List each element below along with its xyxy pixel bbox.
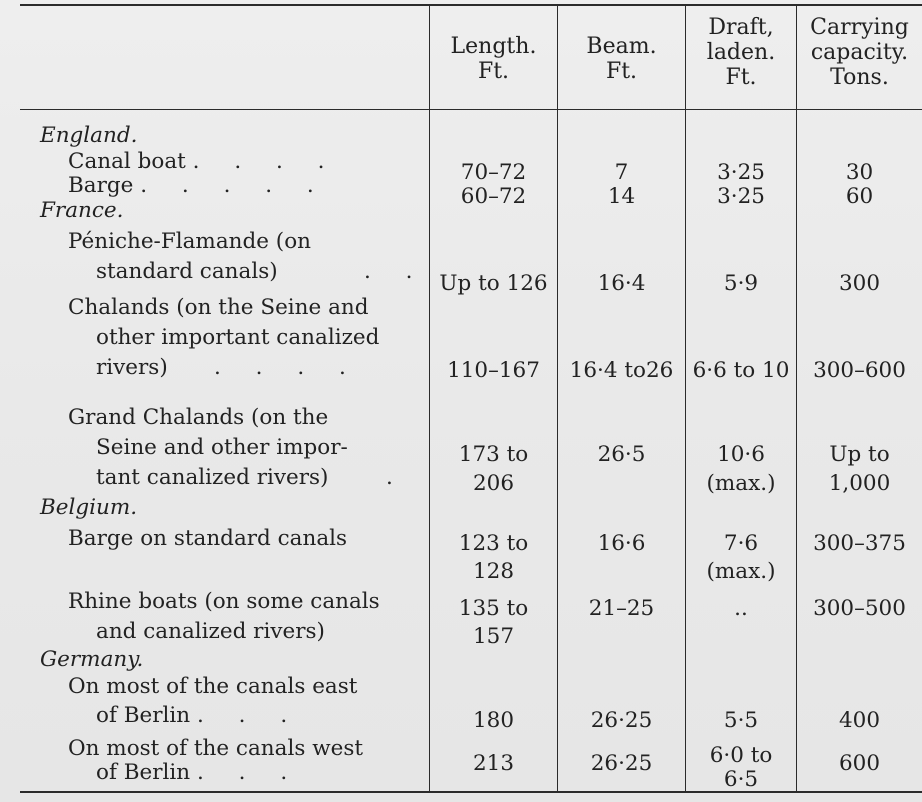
row-grand-chalands-label-2: Seine and other impor- [96, 435, 348, 460]
row-barge-label: Barge . . . . . [68, 173, 328, 198]
row-grand-chalands-label-1: Grand Chalands (on the [68, 405, 329, 430]
header-draft: Draft, laden. Ft. [706, 15, 776, 90]
row-west-berlin-label-1: On most of the canals west [68, 736, 363, 761]
row-barge-capacity: 60 [845, 184, 874, 209]
row-belgian-barge-length-1: 123 to [458, 531, 529, 556]
row-canal-boat-label: Canal boat . . . . [68, 149, 339, 174]
row-rhine-length-1: 135 to [458, 596, 529, 621]
row-belgian-barge-label: Barge on standard canals [68, 526, 348, 551]
row-east-berlin-label-2: of Berlin . . . [96, 703, 302, 728]
row-chalands-length: 110–167 [447, 358, 540, 383]
row-belgian-barge-beam: 16·6 [597, 531, 646, 556]
country-france: France. [40, 198, 124, 223]
row-grand-chalands-draft-1: 10·6 [717, 442, 765, 467]
row-grand-chalands-length-2: 206 [472, 471, 515, 496]
header-rule [20, 109, 922, 110]
column-divider-3 [685, 4, 686, 792]
row-rhine-label-2: and canalized rivers) [96, 619, 325, 644]
row-peniche-label-2: standard canals) . . [96, 259, 427, 284]
row-barge-beam: 14 [607, 184, 636, 209]
header-capacity: Carrying capacity. Tons. [810, 15, 909, 90]
country-belgium: Belgium. [40, 495, 138, 520]
row-peniche-length: Up to 126 [439, 271, 548, 296]
row-west-berlin-draft-2: 6·5 [723, 767, 759, 792]
country-germany: Germany. [40, 647, 144, 672]
row-west-berlin-label-2: of Berlin . . . [96, 760, 302, 785]
row-belgian-barge-capacity: 300–375 [813, 531, 906, 556]
row-barge-length: 60–72 [460, 184, 527, 209]
row-peniche-label-1: Péniche-Flamande (on [68, 229, 311, 254]
country-england: England. [40, 123, 138, 148]
row-chalands-capacity: 300–600 [813, 358, 906, 383]
row-grand-chalands-draft-2: (max.) [706, 471, 776, 496]
row-canal-boat-draft: 3·25 [717, 160, 765, 185]
row-west-berlin-beam: 26·25 [590, 751, 653, 776]
row-rhine-draft: .. [734, 596, 748, 621]
row-west-berlin-capacity: 600 [838, 751, 881, 776]
row-chalands-beam: 16·4 to26 [569, 358, 674, 383]
row-peniche-capacity: 300 [838, 271, 881, 296]
row-chalands-label-2: other important canalized [96, 325, 380, 350]
row-barge-draft: 3·25 [717, 184, 765, 209]
column-divider-4 [796, 4, 797, 792]
row-rhine-length-2: 157 [472, 624, 515, 649]
header-length: Length. Ft. [450, 34, 537, 84]
row-west-berlin-length: 213 [472, 751, 515, 776]
row-canal-boat-beam: 7 [614, 160, 629, 185]
row-grand-chalands-capacity-1: Up to [829, 442, 890, 467]
row-rhine-capacity: 300–500 [813, 596, 906, 621]
row-west-berlin-draft-1: 6·0 to [709, 743, 773, 768]
row-belgian-barge-length-2: 128 [472, 559, 515, 584]
row-east-berlin-length: 180 [472, 708, 515, 733]
column-divider-2 [557, 4, 558, 792]
column-divider-1 [429, 4, 430, 792]
row-grand-chalands-label-3: tant canalized rivers) . [96, 465, 393, 490]
row-chalands-label-3: rivers) . . . . [96, 355, 360, 380]
row-canal-boat-capacity: 30 [845, 160, 874, 185]
row-east-berlin-label-1: On most of the canals east [68, 674, 358, 699]
row-east-berlin-beam: 26·25 [590, 708, 653, 733]
row-rhine-label-1: Rhine boats (on some canals [68, 589, 380, 614]
row-peniche-draft: 5·9 [723, 271, 759, 296]
row-grand-chalands-length-1: 173 to [458, 442, 529, 467]
row-chalands-draft: 6·6 to 10 [692, 358, 790, 383]
row-grand-chalands-capacity-2: 1,000 [828, 471, 891, 496]
header-beam: Beam. Ft. [586, 34, 657, 84]
row-rhine-beam: 21–25 [588, 596, 655, 621]
row-grand-chalands-beam: 26·5 [597, 442, 646, 467]
row-east-berlin-capacity: 400 [838, 708, 881, 733]
row-canal-boat-length: 70–72 [460, 160, 527, 185]
row-belgian-barge-draft-2: (max.) [706, 559, 776, 584]
row-belgian-barge-draft-1: 7·6 [723, 531, 759, 556]
row-chalands-label-1: Chalands (on the Seine and [68, 295, 369, 320]
top-rule [20, 4, 922, 6]
row-east-berlin-draft: 5·5 [723, 708, 759, 733]
row-peniche-beam: 16·4 [597, 271, 646, 296]
